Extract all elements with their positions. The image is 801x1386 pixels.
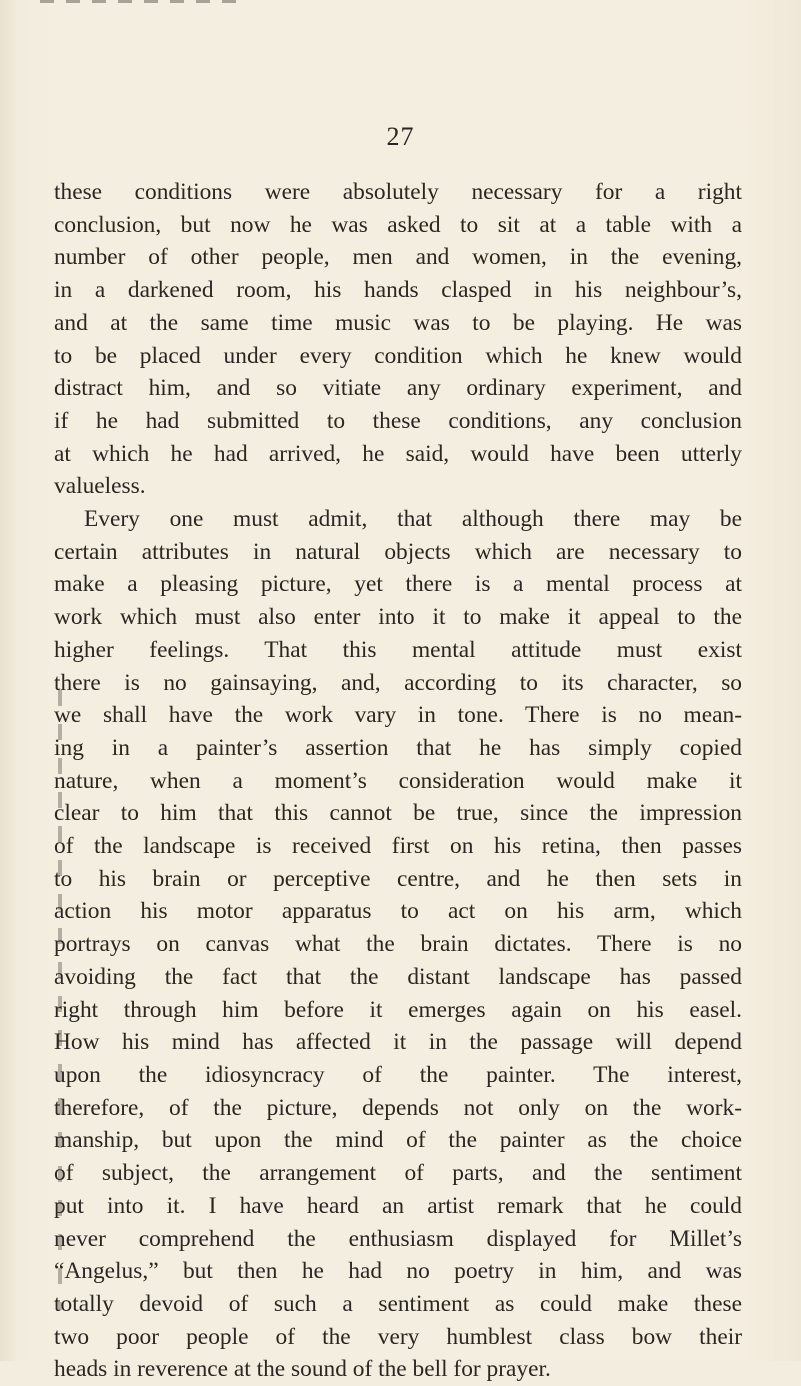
text-line: to his brain or perceptive centre, and he then sets in bbox=[54, 865, 742, 892]
text-line: of the landscape is received first on his retina, then passes bbox=[54, 833, 742, 860]
text-line: higher feelings. That this mental attitude must exist bbox=[54, 636, 742, 663]
text-line: two poor people of the very humblest class bow their bbox=[54, 1323, 742, 1350]
text-line: we shall have the work vary in tone. There is no mean- bbox=[54, 702, 742, 729]
text-line: there is no gainsaying, and, according to its character, so bbox=[54, 669, 742, 696]
text-line: nature, when a moment’s consideration would make it bbox=[54, 767, 742, 794]
text-line: number of other people, men and women, in the evening, bbox=[54, 244, 742, 271]
text-line: put into it. I have heard an artist remark that he could bbox=[54, 1192, 742, 1219]
text-line: therefore, of the picture, depends not only on the work- bbox=[54, 1094, 742, 1121]
text-line: conclusion, but now he was asked to sit at a table with a bbox=[54, 211, 742, 238]
text-line: How his mind has affected it in the passage will depend bbox=[54, 1029, 742, 1056]
body-text bbox=[54, 176, 742, 1386]
text-line: right through him before it emerges again on his easel. bbox=[54, 996, 742, 1023]
text-line: ing in a painter’s assertion that he has simply copied bbox=[54, 734, 742, 761]
text-line: avoiding the fact that the distant landscape has passed bbox=[54, 963, 742, 990]
text-line: work which must also enter into it to make it appeal to the bbox=[54, 604, 742, 631]
text-line: make a pleasing picture, yet there is a mental process at bbox=[54, 571, 742, 598]
page-number: 27 bbox=[386, 122, 415, 151]
text-line: distract him, and so vitiate any ordinary experiment, and bbox=[54, 375, 742, 402]
paragraph-start-line: Every one must admit, that although there may be bbox=[84, 506, 742, 533]
torn-top-edge bbox=[40, 0, 240, 3]
text-line: manship, but upon the mind of the painter as the choice bbox=[54, 1127, 742, 1154]
text-line: upon the idiosyncracy of the painter. The interest, bbox=[54, 1061, 742, 1088]
text-line: and at the same time music was to be playing. He was bbox=[54, 309, 742, 336]
text-line: in a darkened room, his hands clasped in his neighbour’s, bbox=[54, 277, 742, 304]
text-line: these conditions were absolutely necessary for a right bbox=[54, 179, 742, 205]
text-line: totally devoid of such a sentiment as could make these bbox=[54, 1290, 742, 1317]
paragraph-end-line: valueless. bbox=[54, 473, 146, 500]
text-line: certain attributes in natural objects which are necessary to bbox=[54, 538, 742, 565]
text-line: at which he had arrived, he said, would have been utterly bbox=[54, 440, 742, 467]
text-line: portrays on canvas what the brain dictates. There is no bbox=[54, 931, 742, 958]
text-line: heads in reverence at the sound of the bell for prayer. bbox=[54, 1356, 551, 1383]
text-line: of subject, the arrangement of parts, and the sentiment bbox=[54, 1160, 742, 1187]
text-line: to be placed under every condition which he knew would bbox=[54, 342, 742, 369]
text-line: if he had submitted to these conditions, any conclusion bbox=[54, 407, 742, 434]
text-line: action his motor apparatus to act on his arm, which bbox=[54, 898, 742, 925]
text-line: never comprehend the enthusiasm displayed for Millet’s bbox=[54, 1225, 742, 1252]
text-line: clear to him that this cannot be true, since the impression bbox=[54, 800, 742, 827]
text-line: “Angelus,” but then he had no poetry in him, and was bbox=[54, 1258, 742, 1285]
